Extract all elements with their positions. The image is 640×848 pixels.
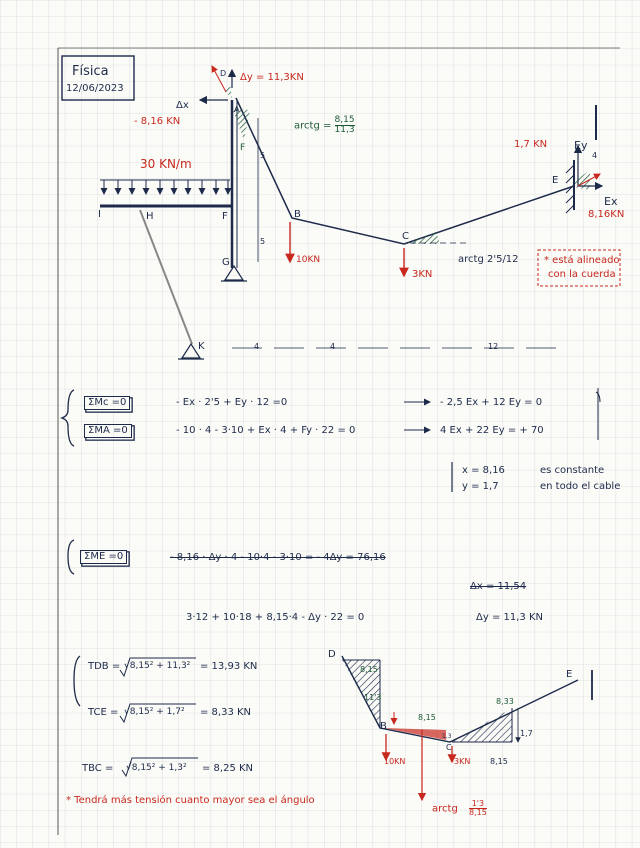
sketch-arctg-label: arctg (432, 803, 458, 815)
label-point-f-green: F (240, 143, 246, 153)
eq-ma-result: 4 Ex + 22 Ey = + 70 (440, 425, 544, 436)
tension-db-expr: √8,15² + 11,3² (124, 661, 191, 671)
page-title: Física (72, 64, 109, 79)
label-point-b: B (294, 209, 301, 220)
sketch-d: D (328, 649, 336, 660)
note-line-2: con la cuerda (548, 269, 616, 280)
tension-db-value: = 13,93 KN (200, 661, 258, 672)
label-ey: Ey (574, 139, 588, 152)
label-ex-value: 8,16KN (588, 209, 625, 220)
page-date: 12/06/2023 (66, 83, 124, 94)
tension-ce-label: TCE = (88, 707, 119, 718)
label-ey-value: 1,7 KN (514, 139, 548, 150)
eq-me: - 8,16 · Δy · 4 - 10·4 - 3·10 = - 4Δy = 76,16 (170, 552, 386, 563)
dim-v1: 5 (260, 151, 266, 160)
eq-me-2: 3·12 + 10·18 + 8,15·4 - Δy · 22 = 0 (186, 612, 365, 623)
sketch-f3: 3KN (454, 757, 471, 766)
eq-ma: - 10 · 4 - 3·10 + Ex · 4 + Fy · 22 = 0 (176, 425, 356, 436)
sketch-17: 1,7 (520, 729, 533, 738)
label-point-i: I (98, 209, 101, 220)
sketch-e: E (566, 669, 573, 680)
label-arctg-d (294, 116, 355, 135)
label-point-e: E (552, 175, 559, 186)
sketch-815a: 8,15 (360, 665, 378, 674)
sketch-815b: 8,15 (418, 713, 436, 722)
sketch-815c: 8,15 (490, 757, 508, 766)
label-point-k: K (198, 341, 205, 352)
sol-note-2: en todo el cable (540, 481, 621, 492)
label-delta-y: Δy = 11,3KN (240, 72, 304, 83)
label-point-a: A (234, 105, 240, 114)
label-point-g: G (222, 257, 230, 268)
eq-me-label: ΣME =0 (80, 550, 127, 564)
label-force-b: 10KN (296, 255, 321, 265)
sol-y: y = 1,7 (462, 481, 499, 492)
sketch-b: B (380, 721, 387, 732)
label-point-c: C (402, 231, 409, 242)
sketch-113: 11'3 (364, 693, 382, 702)
dim-h1: 4 (254, 342, 260, 351)
sketch-arctg-num: 1'3 (469, 800, 487, 809)
label-ex: Ex (604, 195, 618, 208)
tension-bc-expr: √8,15² + 1,3² (126, 763, 187, 773)
dim-right: 4 (592, 151, 598, 160)
label-load: 30 KN/m (140, 157, 192, 171)
dim-h3: 12 (488, 342, 499, 351)
label-point-h: H (146, 211, 154, 222)
tension-db-label: TDB = (88, 661, 121, 672)
sketch-13: 1,3 (442, 733, 452, 740)
dim-h2: 4 (330, 342, 336, 351)
tension-bc-value: = 8,25 KN (202, 763, 254, 774)
note-line-1: * está alineado (544, 255, 620, 266)
eq-mc-label: ΣMc =0 (84, 396, 130, 410)
sol-x: x = 8,16 (462, 465, 505, 476)
eq-mc: - Ex · 2'5 + Ey · 12 =0 (176, 397, 288, 408)
label-delta-x-value: - 8,16 KN (134, 116, 181, 127)
sketch-f10: 10KN (384, 757, 406, 766)
arctg-d-num: 8,15 (334, 115, 355, 125)
sketch-arctg (432, 800, 487, 817)
label-point-d: D (220, 69, 227, 78)
sketch-833: 8,33 (496, 697, 514, 706)
dim-v2: 5 (260, 237, 266, 246)
tension-bc-label: TBC = (82, 763, 114, 774)
label-point-f: F (222, 211, 228, 222)
eq-ma-label: ΣMA =0 (84, 424, 132, 438)
tension-conclusion: * Tendrá más tensión cuanto mayor sea el ángulo (66, 795, 315, 806)
eq-dy-result: Δy = 11,3 KN (476, 612, 543, 623)
eq-mc-result: - 2,5 Ex + 12 Ey = 0 (440, 397, 543, 408)
sketch-c: C (446, 743, 452, 752)
label-delta-x: Δx (176, 100, 189, 111)
label-angle-c: arctg 2'5/12 (458, 254, 519, 265)
sol-note-1: es constante (540, 465, 605, 476)
arctg-prefix: arctg = (294, 120, 335, 132)
arctg-d-den: 11,3 (334, 125, 355, 135)
sketch-arctg-den: 8,15 (468, 808, 487, 817)
eq-me-result: Δx = 11,54 (470, 581, 527, 592)
tension-ce-expr: √8,15² + 1,7² (124, 707, 185, 717)
label-force-c: 3KN (412, 269, 433, 280)
tension-ce-value: = 8,33 KN (200, 707, 252, 718)
